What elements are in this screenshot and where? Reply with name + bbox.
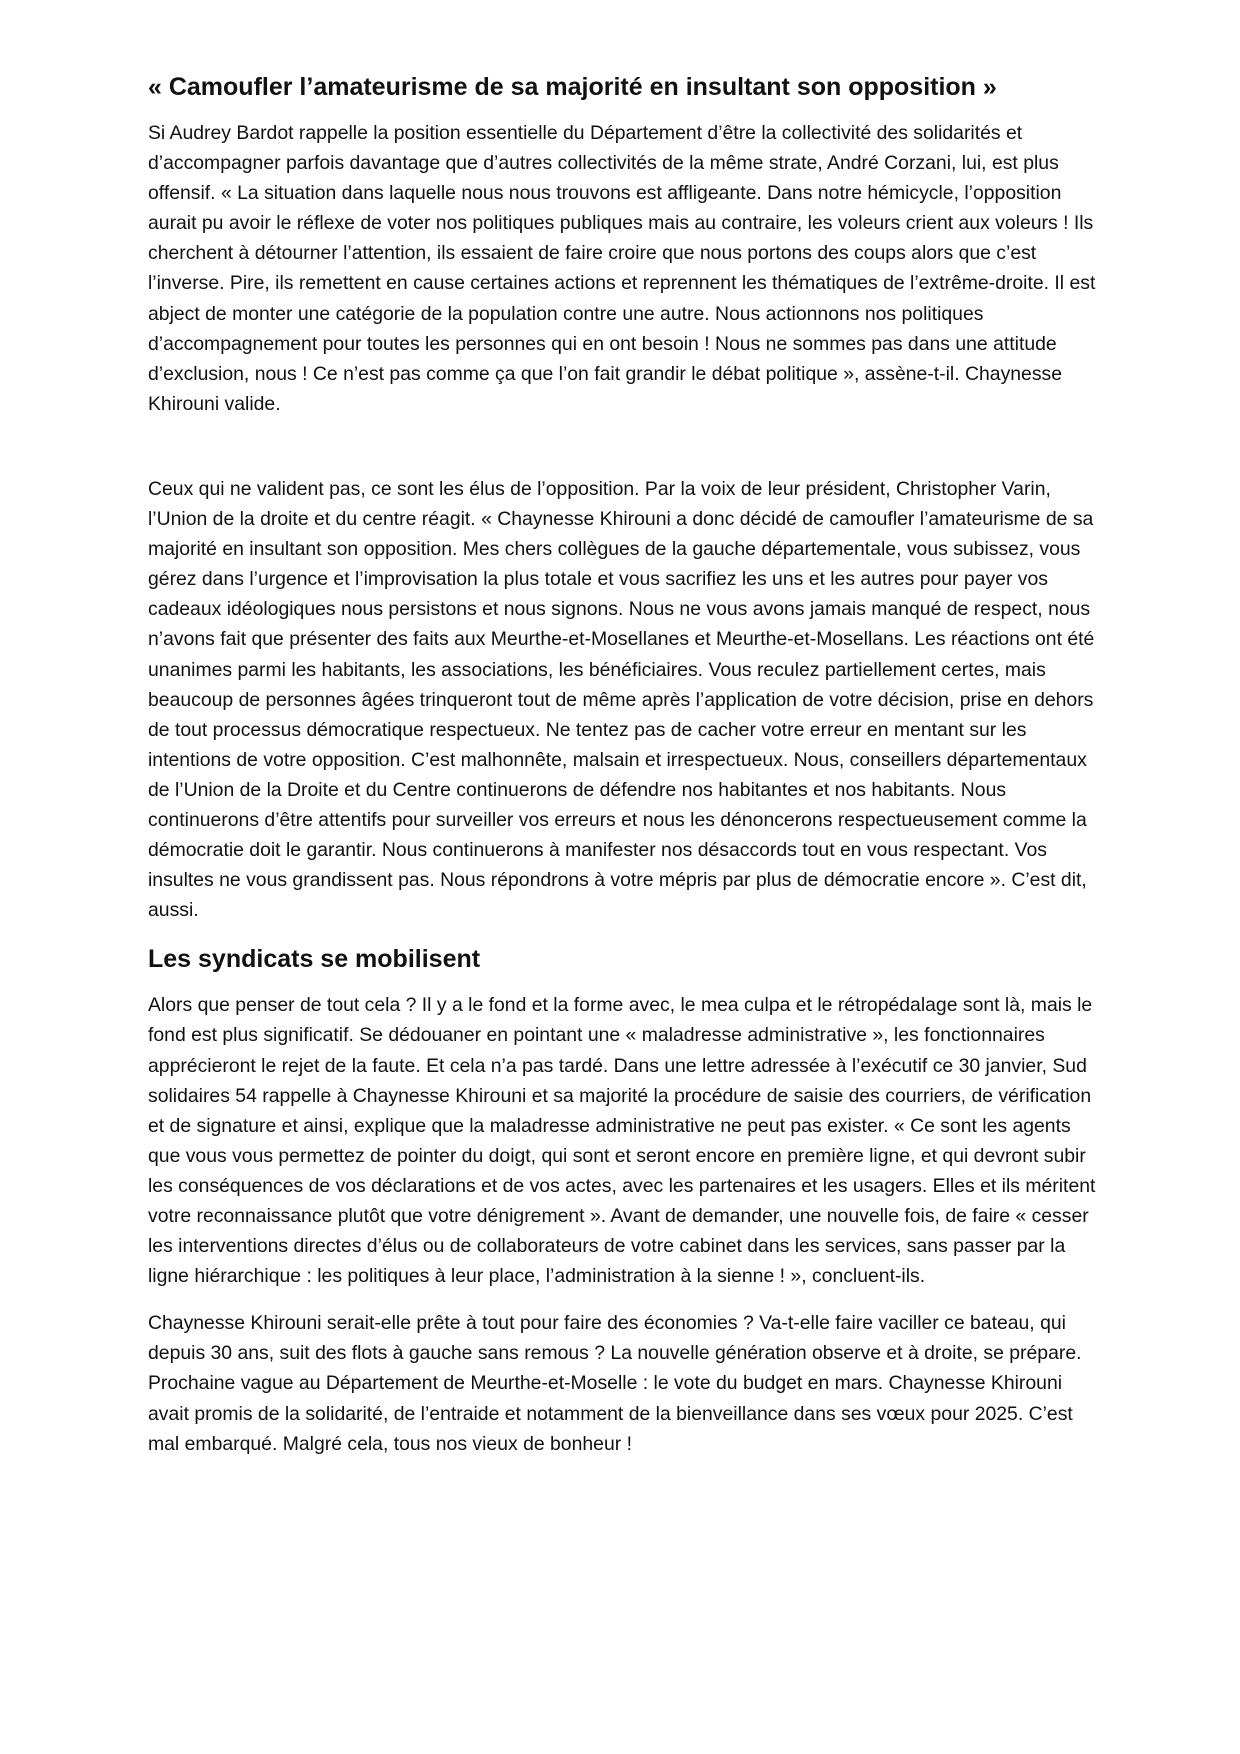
paragraph: Si Audrey Bardot rappelle la position essentielle du Département d’être la collectivité des solidarités et d’accompagner parfois davantage que d’autres collectivités de la même strate, André Corzani, lui, est plus offensif. « La situation dans laquelle nous nous trouvons est affligeante. Dans notre hémicycle, l’opposition aurait pu avoir le réflexe de voter nos politiques publiques mais au contraire, les voleurs crient aux voleurs ! Ils cherchent à détourner l’attention, ils essaient de faire croire que nous portons des coups alors que c’est l’inverse. Pire, ils remettent en cause certaines actions et reprennent les thématiques de l’extrême-droite. Il est abject de monter une catégorie de la population contre une autre. Nous actionnons nos politiques d’accompagnement pour toutes les personnes qui en ont besoin ! Nous ne sommes pas dans une attitude d’exclusion, nous ! Ce n’est pas comme ça que l’on fait grandir le débat politique », assène-t-il. Chaynesse Khirouni valide. xyxy=(148,122,1096,415)
section-1-heading: « Camoufler l’amateurisme de sa majorité en insultant son opposition » xyxy=(148,73,997,101)
paragraph: Alors que penser de tout cela ? Il y a le fond et la forme avec, le mea culpa et le rétropédalage sont là, mais le fond est plus significatif. Se dédouaner en pointant une « maladresse administrative », les fonctionnaires apprécieront le rejet de la faute. Et cela n’a pas tardé. Dans une lettre adressée à l’exécutif ce 30 janvier, Sud solidaires 54 rappelle à Chaynesse Khirouni et sa majorité la procédure de saisie des courriers, de vérification et de signature et ainsi, explique que la maladresse administrative ne peut pas exister. « Ce sont les agents que vous vous permettez de pointer du doigt, qui sont et seront encore en première ligne, et qui devront subir les conséquences de vos déclarations et de vos actes, avec les partenaires et les usagers. Elles et ils méritent votre reconnaissance plutôt que votre dénigrement ». Avant de demander, une nouvelle fois, de faire « cesser les interventions directes d’élus ou de collaborateurs de votre cabinet dans les services, sans passer par la ligne hiérarchique : les politiques à leur place, l’administration à la sienne ! », concluent-ils. xyxy=(148,994,1096,1288)
paragraph: Ceux qui ne valident pas, ce sont les élus de l’opposition. Par la voix de leur président, Christopher Varin, l’Union de la droite et du centre réagit. « Chaynesse Khirouni a donc décidé de camoufler l’amateurisme de sa majorité en insultant son opposition. Mes chers collègues de la gauche départementale, vous subissez, vous gérez dans l’urgence et l’improvisation la plus totale et vous sacrifiez les uns et les autres pour payer vos cadeaux idéologiques nous persistons et nous signons. Nous ne vous avons jamais manqué de respect, nous n’avons fait que présenter des faits aux Meurthe-et-Mosellanes et Meurthe-et-Mosellans. Les réactions ont été unanimes parmi les habitants, les associations, les bénéficiaires. Vous reculez partiellement certes, mais beaucoup de personnes âgées trinqueront tout de même après l’application de votre décision, prise en dehors de tout processus démocratique respectueux. Ne tentez pas de cacher votre erreur en mentant sur les intentions de votre opposition. C’est malhonnête, malsain et irrespectueux. Nous, conseillers départementaux de l’Union de la Droite et du Centre continuerons de défendre nos habitantes et nos habitants. Nous continuerons d’être attentifs pour surveiller vos erreurs et nous les dénoncerons respectueusement comme la démocratie doit le garantir. Nous continuerons à manifester nos désaccords tout en vous respectant. Vos insultes ne vous grandissent pas. Nous répondrons à votre mépris par plus de démocratie encore ». C’est dit, aussi. xyxy=(148,477,1095,922)
spacer xyxy=(148,436,1108,474)
section-2-heading: Les syndicats se mobilisent xyxy=(148,945,481,974)
document-page xyxy=(148,70,1108,1476)
paragraph: Chaynesse Khirouni serait-elle prête à tout pour faire des économies ? Va-t-elle faire vaciller ce bateau, qui depuis 30 ans, suit des flots à gauche sans remous ? La nouvelle génération observe et à droite, se prépare. Prochaine vague au Département de Meurthe-et-Moselle : le vote du budget en mars. Chaynesse Khirouni avait promis de la solidarité, de l’entraide et notamment de la bienveillance dans ses vœux pour 2025. C’est mal embarqué. Malgré cela, tous nos vieux de bonheur ! xyxy=(148,1312,1082,1455)
